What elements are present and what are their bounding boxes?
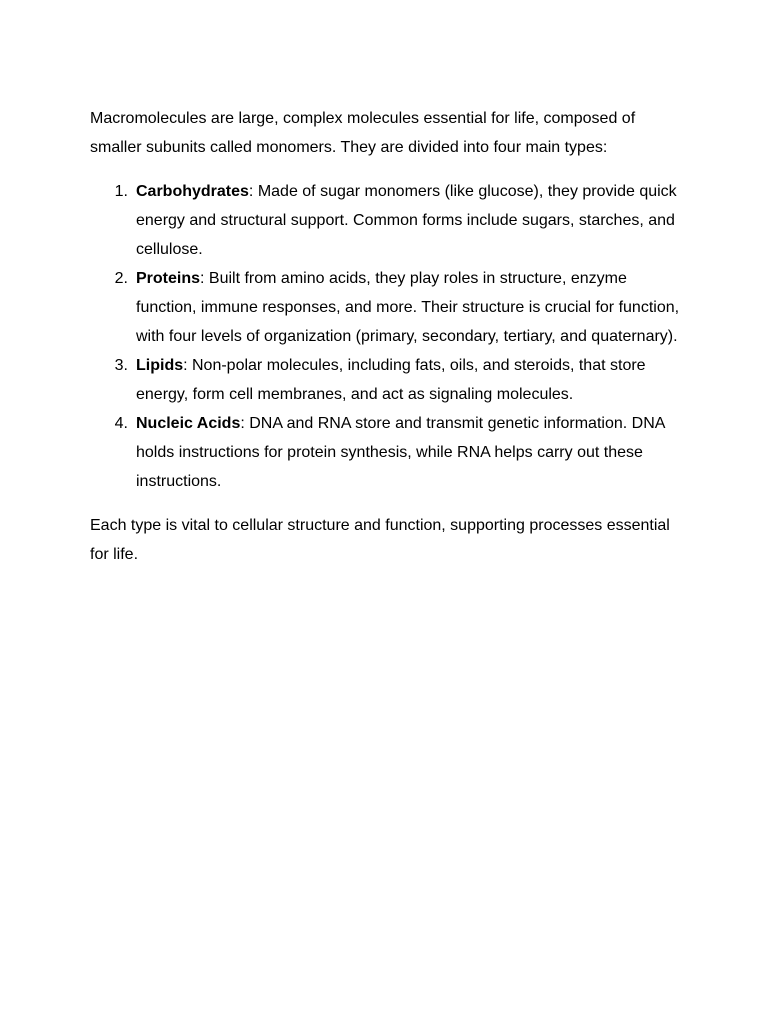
list-number: 2. — [114, 270, 128, 287]
list-number: 3. — [114, 357, 128, 374]
conclusion-paragraph: Each type is vital to cellular structure and function, supporting processes essential for life. — [90, 517, 670, 563]
description-nucleic-acids: : DNA and RNA store and transmit genetic information. DNA holds instructions for protein synthesis, while RNA helps carry out these instructions. — [136, 415, 665, 490]
list-item-proteins — [90, 264, 690, 351]
macromolecule-types-list — [90, 177, 690, 496]
list-item-lipids — [90, 351, 690, 409]
description-lipids: : Non-polar molecules, including fats, oils, and steroids, that store energy, form cell membranes, and act as signaling molecules. — [136, 357, 646, 403]
list-item-carbohydrates — [90, 177, 690, 264]
list-item-nucleic-acids — [90, 409, 690, 496]
intro-paragraph: Macromolecules are large, complex molecules essential for life, composed of smaller subunits called monomers. They are divided into four main types: — [90, 110, 636, 156]
description-carbohydrates: : Made of sugar monomers (like glucose), they provide quick energy and structural support. Common forms include sugars, starches, and cellulose. — [136, 183, 677, 258]
term-proteins: Proteins — [136, 270, 201, 287]
description-proteins: : Built from amino acids, they play roles in structure, enzyme function, immune responses, and more. Their structure is crucial for function, with four levels of organization (primary, secondary, tertiary, and quaternary). — [136, 270, 680, 345]
term-carbohydrates: Carbohydrates — [136, 183, 249, 200]
list-number: 4. — [114, 415, 128, 432]
term-lipids: Lipids — [136, 357, 184, 374]
document-body — [90, 104, 690, 569]
list-number: 1. — [114, 183, 128, 200]
term-nucleic-acids: Nucleic Acids — [136, 415, 241, 432]
